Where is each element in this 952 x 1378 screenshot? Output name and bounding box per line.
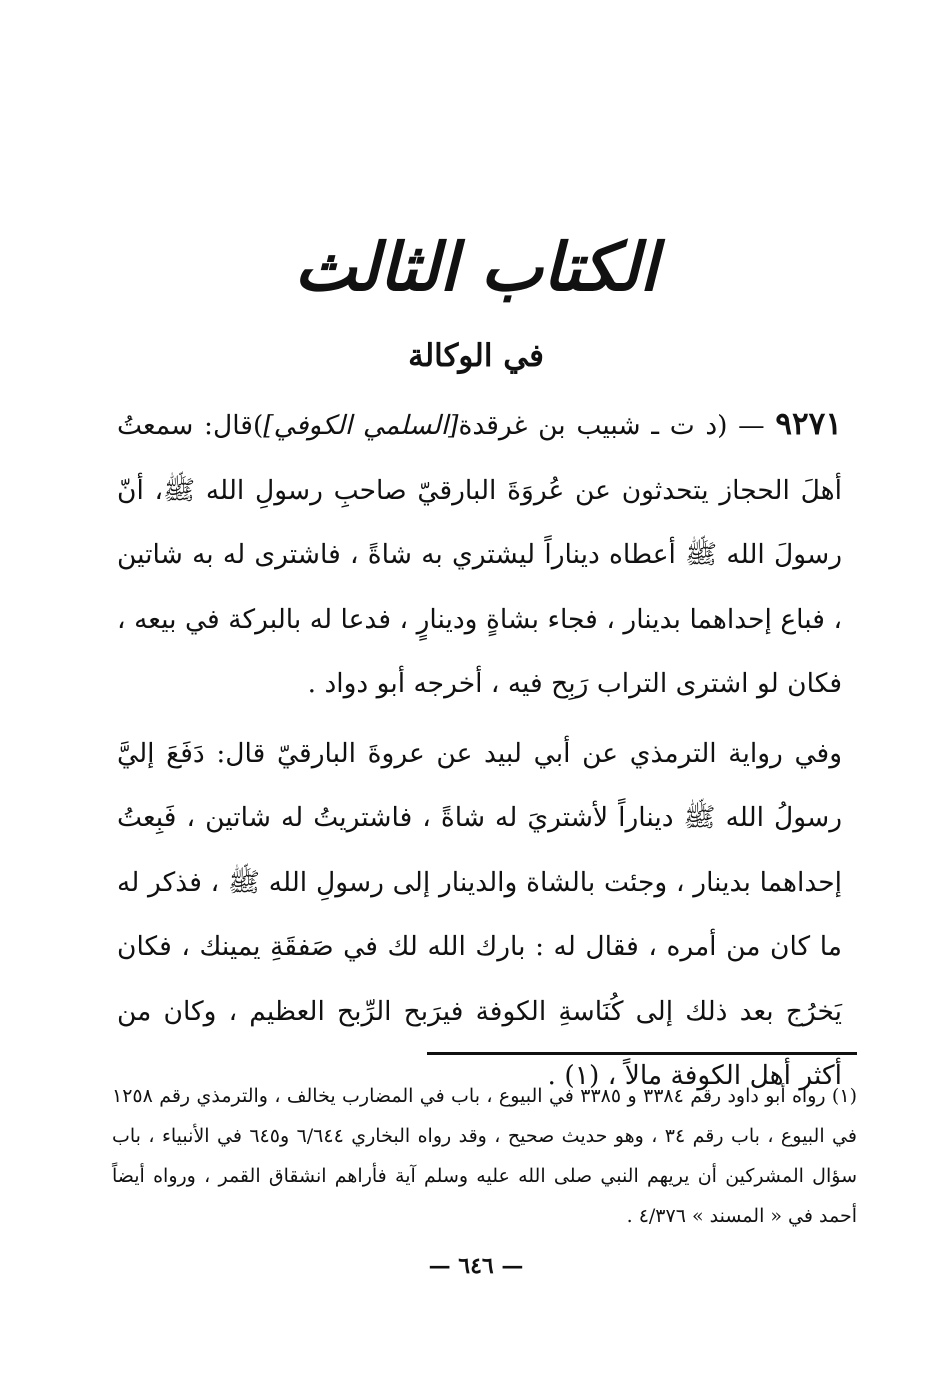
hadith-dash: — — [727, 410, 776, 441]
hadith-text: )قال: سمعتُ أهلَ الحجاز يتحدثون عن عُروَةَ البارقيّ صاحبِ رسولِ الله ﷺ، أنّ رسولَ الله ﷺ أعطاه ديناراً ليشتري به شاةً ، فاشترى له به شاتين ، فباع إحداهما بدينار ، فجاء بشاةٍ ودينارٍ ، فدعا له بالبركة في بيعه ، فكان لو اشترى التراب رَبِح فيه ، أخرجه أبو دواد . — [117, 410, 842, 699]
hadith-bracket-note: [السلمي الكوفي] — [263, 410, 459, 441]
main-body — [117, 392, 842, 1109]
chapter-title: في الوكالة — [408, 338, 544, 374]
book-title: الكتاب الثالث — [294, 228, 658, 306]
footnote-divider — [427, 1052, 857, 1055]
hadith-number: ٩٢٧١ — [775, 406, 842, 442]
footnotes — [112, 1076, 857, 1236]
hadith-paragraph — [117, 392, 842, 717]
hadith-source: (د ت ـ شبيب بن غرقدة — [458, 410, 728, 441]
page-number: — ٦٤٦ — — [428, 1253, 524, 1279]
tirmidhi-paragraph: وفي رواية الترمذي عن أبي لبيد عن عروةَ البارقيّ قال: دَفَعَ إليَّ رسولُ الله ﷺ ديناراً لأشتريَ له شاةً ، فاشتريتُ له شاتين ، فَبِعتُ إحداهما بدينار ، وجئت بالشاة والدينار إلى رسولِ الله ﷺ ، فذكر له ما كان من أمره ، فقال له : بارك الله لك في صَفقَةِ يمينك ، فكان يَخرُج بعد ذلك إلى كُنَاسةِ الكوفة فيرَبح الرِّبح العظيم ، وكان من أكثر أهل الكوفة مالاً ، (١) . — [117, 737, 842, 1091]
footnote-1: (١) رواه أبو داود رقم ٣٣٨٤ و ٣٣٨٥ في البيوع ، باب في المضارب يخالف ، والترمذي رقم ١٢٥٨ في البيوع ، باب رقم ٣٤ ، وهو حديث صحيح ، وقد رواه البخاري ٦/٦٤٤ و٦٤٥ في الأنبياء ، باب سؤال المشركين أن يريهم النبي صلى الله عليه وسلم آية فأراهم انشقاق القمر ، ورواه أيضاً أحمد في « المسند » ٤/٣٧٦ . — [112, 1085, 857, 1227]
